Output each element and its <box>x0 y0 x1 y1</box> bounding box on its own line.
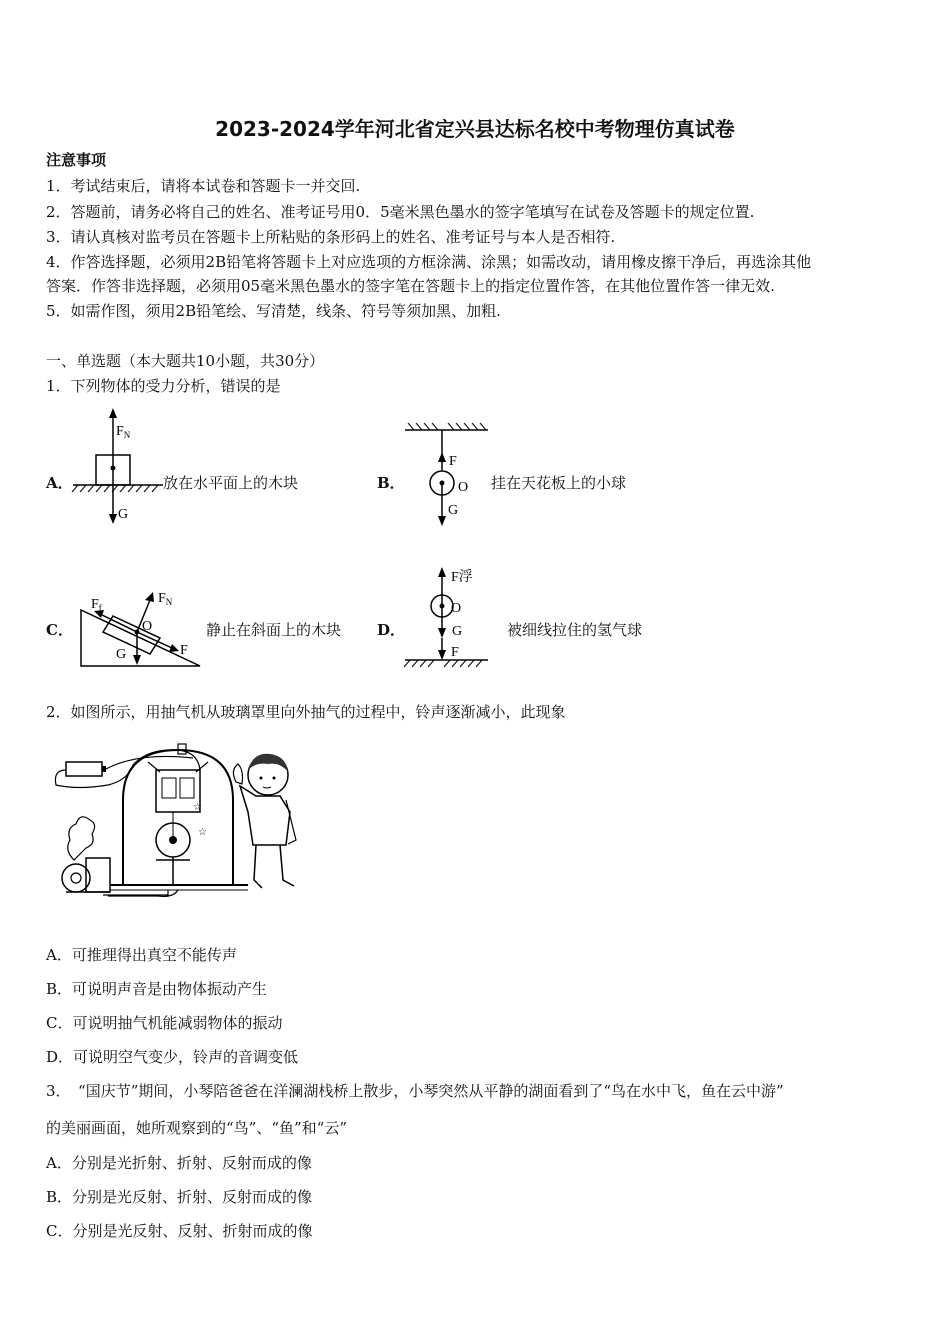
fn-label: $F_N$ <box>158 591 173 607</box>
q1-option-a-letter: A． <box>46 474 73 492</box>
notice-heading: 注意事项 <box>46 151 107 169</box>
g-label: G <box>118 507 129 522</box>
notice-item: 5．如需作图，须用2B铅笔绘、写清楚，线条、符号等须加黑、加粗. <box>46 302 501 320</box>
q3-option-c: C．分别是光反射、反射、折射而成的像 <box>46 1222 313 1240</box>
section-heading: 一、单选题（本大题共10小题，共30分） <box>46 352 325 370</box>
q2-option-b: B．可说明声音是由物体振动产生 <box>46 980 268 998</box>
q2-option-c: C．可说明抽气机能减弱物体的振动 <box>46 1014 283 1032</box>
q1-option-c-diagram <box>78 582 206 674</box>
o-label: O <box>142 619 153 634</box>
notice-item: 3．请认真核对监考员在答题卡上所粘贴的条形码上的姓名、准考证号与本人是否相符. <box>46 228 616 246</box>
ff-label: $F_f$ <box>91 597 102 613</box>
o-label: O <box>458 480 469 495</box>
svg-text:☆: ☆ <box>193 802 202 813</box>
q1-option-b-diagram <box>400 420 495 530</box>
notice-item: 2．答题前，请务必将自己的姓名、准考证号用0．5毫米黑色墨水的签字笔填写在试卷及答题卡的规定位置. <box>46 203 755 221</box>
page-title: 2023-2024学年河北省定兴县达标名校中考物理仿真试卷 <box>215 117 735 141</box>
question-2-stem: 2．如图所示，用抽气机从玻璃罩里向外抽气的过程中，铃声逐渐减小，此现象 <box>46 703 566 721</box>
q3-option-b: B．分别是光反射、折射、反射而成的像 <box>46 1188 313 1206</box>
f-label: F <box>180 643 188 658</box>
q2-option-a: A．可推理得出真空不能传声 <box>46 946 237 964</box>
svg-text:☆: ☆ <box>198 827 207 838</box>
q1-option-d-letter: D． <box>377 621 406 639</box>
g-label: G <box>448 503 459 518</box>
q1-option-b-letter: B． <box>377 474 405 492</box>
question-1-stem: 1．下列物体的受力分析，错误的是 <box>46 377 281 395</box>
q1-option-b-caption: 挂在天花板上的小球 <box>491 474 627 492</box>
q2-option-d: D．可说明空气变少，铃声的音调变低 <box>46 1048 299 1066</box>
q1-option-d-caption: 被细线拉住的氢气球 <box>507 621 643 639</box>
question-3-stem-line2: 的美丽画面，她所观察到的“鸟”、“鱼”和“云” <box>46 1119 348 1137</box>
f-buoyancy-label: F浮 <box>451 570 473 585</box>
g-label: G <box>116 647 127 662</box>
fn-label: $F_N$ <box>116 424 131 440</box>
q1-option-c-letter: C． <box>46 621 73 639</box>
g-label: G <box>452 624 463 639</box>
o-label: O <box>451 601 462 616</box>
bell-jar-illustration <box>48 740 300 898</box>
f-label: F <box>451 645 459 660</box>
q1-option-d-diagram <box>400 562 495 674</box>
notice-item: 答案．作答非选择题，必须用05毫米黑色墨水的签字笔在答题卡上的指定位置作答，在其他位置作答一律无效. <box>46 277 775 295</box>
q3-option-a: A．分别是光折射、折射、反射而成的像 <box>46 1154 312 1172</box>
notice-item: 1．考试结束后，请将本试卷和答题卡一并交回. <box>46 177 361 195</box>
notice-item: 4．作答选择题，必须用2B铅笔将答题卡上对应选项的方框涂满、涂黑；如需改动，请用橡皮擦干净后，再选涂其他 <box>46 253 812 271</box>
question-3-stem-line1: 3． “国庆节”期间，小琴陪爸爸在洋澜湖栈桥上散步，小琴突然从平静的湖面看到了“鸟在水中飞，鱼在云中游” <box>46 1082 784 1100</box>
q1-option-a-caption: 放在水平面上的木块 <box>163 474 299 492</box>
q1-option-c-caption: 静止在斜面上的木块 <box>206 621 342 639</box>
q1-option-a-diagram <box>68 405 168 527</box>
f-label: F <box>449 454 457 469</box>
